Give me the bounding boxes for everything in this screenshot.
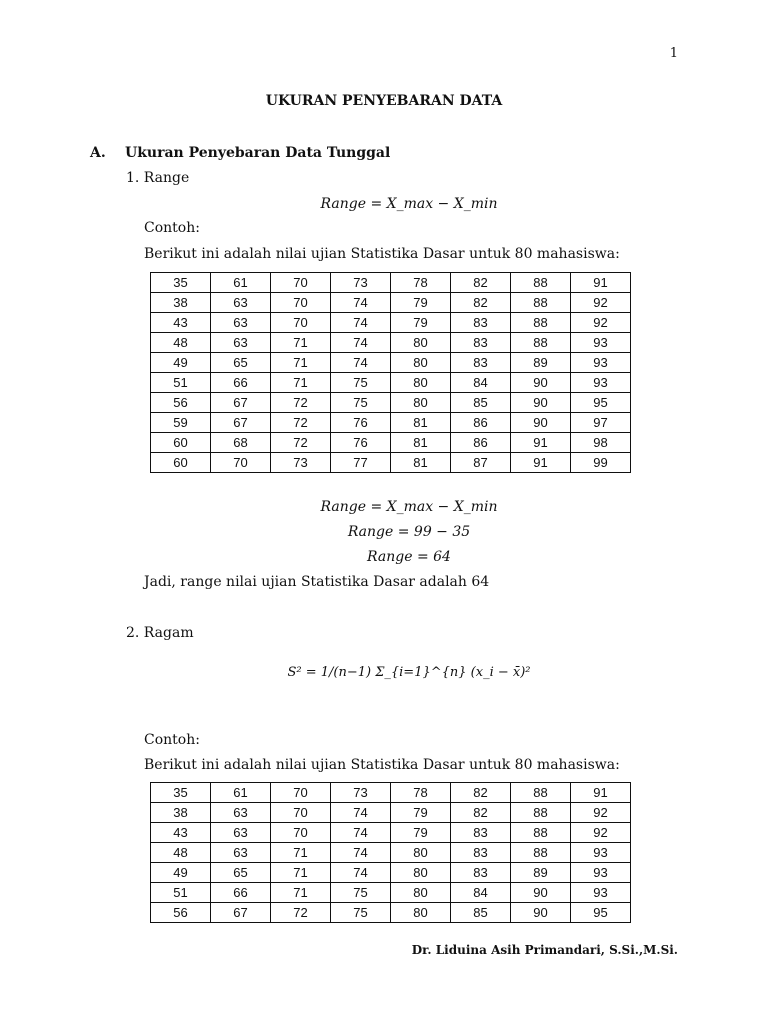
footer-author: Dr. Liduina Asih Primandari, S.Si.,M.Si. (411, 943, 678, 957)
table-cell: 93 (571, 863, 631, 883)
section-title: Ukuran Penyebaran Data Tunggal (125, 145, 391, 161)
table-cell: 63 (211, 293, 271, 313)
table-cell: 83 (451, 313, 511, 333)
table-cell: 75 (331, 373, 391, 393)
table-cell: 61 (211, 273, 271, 293)
table-cell: 78 (391, 783, 451, 803)
table-cell: 35 (151, 273, 211, 293)
table-cell: 72 (271, 903, 331, 923)
table-cell: 91 (571, 273, 631, 293)
table-row (151, 903, 631, 923)
table-cell: 63 (211, 333, 271, 353)
table-cell: 71 (271, 863, 331, 883)
table-cell: 99 (571, 453, 631, 473)
table-cell: 66 (211, 883, 271, 903)
table-cell: 48 (151, 843, 211, 863)
table-cell: 81 (391, 433, 451, 453)
table-cell: 68 (211, 433, 271, 453)
table-row (151, 803, 631, 823)
table-cell: 73 (271, 453, 331, 473)
table-cell: 70 (271, 823, 331, 843)
section-letter: A. (90, 145, 106, 161)
table-cell: 51 (151, 373, 211, 393)
table-cell: 60 (151, 453, 211, 473)
table-cell: 76 (331, 413, 391, 433)
table-cell: 74 (331, 333, 391, 353)
range-heading: 1. Range (126, 170, 190, 186)
table-cell: 90 (511, 903, 571, 923)
table-cell: 70 (271, 803, 331, 823)
table-cell: 87 (451, 453, 511, 473)
table-cell: 80 (391, 883, 451, 903)
table-cell: 71 (271, 333, 331, 353)
table-cell: 83 (451, 863, 511, 883)
table-cell: 83 (451, 843, 511, 863)
table-row (151, 393, 631, 413)
table-cell: 70 (271, 313, 331, 333)
table-cell: 88 (511, 803, 571, 823)
table-cell: 75 (331, 903, 391, 923)
table-cell: 85 (451, 903, 511, 923)
table-cell: 74 (331, 803, 391, 823)
range-calc-line3: Range = 64 (367, 549, 451, 565)
table-cell: 65 (211, 353, 271, 373)
table-cell: 63 (211, 803, 271, 823)
table-cell: 72 (271, 413, 331, 433)
table-row (151, 333, 631, 353)
table-cell: 80 (391, 333, 451, 353)
range-formula: Range = X_max − X_min (320, 196, 498, 212)
table-cell: 56 (151, 393, 211, 413)
table-cell: 92 (571, 823, 631, 843)
range-calc-line2: Range = 99 − 35 (347, 524, 471, 540)
table-cell: 38 (151, 803, 211, 823)
ragam-heading: 2. Ragam (126, 625, 194, 641)
table-row (151, 293, 631, 313)
table-row (151, 353, 631, 373)
table-cell: 67 (211, 393, 271, 413)
table-cell: 49 (151, 863, 211, 883)
table-cell: 93 (571, 333, 631, 353)
table-cell: 80 (391, 393, 451, 413)
table-cell: 77 (331, 453, 391, 473)
table-cell: 83 (451, 333, 511, 353)
table-cell: 82 (451, 783, 511, 803)
table-row (151, 453, 631, 473)
table-cell: 89 (511, 863, 571, 883)
table-cell: 43 (151, 823, 211, 843)
table-cell: 93 (571, 353, 631, 373)
table-cell: 72 (271, 393, 331, 413)
table-cell: 97 (571, 413, 631, 433)
ragam-intro: Berikut ini adalah nilai ujian Statistika Dasar untuk 80 mahasiswa: (144, 757, 620, 773)
table-cell: 73 (331, 783, 391, 803)
table-cell: 90 (511, 393, 571, 413)
table-cell: 89 (511, 353, 571, 373)
table-cell: 75 (331, 393, 391, 413)
table-cell: 67 (211, 413, 271, 433)
table-row (151, 273, 631, 293)
ragam-data-table (150, 782, 631, 923)
table-cell: 91 (511, 453, 571, 473)
table-row (151, 863, 631, 883)
table-row (151, 843, 631, 863)
table-cell: 74 (331, 863, 391, 883)
table-cell: 90 (511, 373, 571, 393)
table-cell: 88 (511, 273, 571, 293)
table-cell: 78 (391, 273, 451, 293)
table-cell: 70 (211, 453, 271, 473)
table-cell: 95 (571, 393, 631, 413)
table-cell: 71 (271, 373, 331, 393)
table-cell: 80 (391, 353, 451, 373)
table-cell: 79 (391, 803, 451, 823)
table-cell: 90 (511, 883, 571, 903)
table-cell: 67 (211, 903, 271, 923)
table-cell: 56 (151, 903, 211, 923)
table-cell: 74 (331, 353, 391, 373)
table-cell: 79 (391, 313, 451, 333)
table-cell: 79 (391, 293, 451, 313)
table-cell: 81 (391, 453, 451, 473)
table-cell: 66 (211, 373, 271, 393)
table-cell: 92 (571, 313, 631, 333)
table-cell: 92 (571, 293, 631, 313)
table-row (151, 433, 631, 453)
table-cell: 38 (151, 293, 211, 313)
table-cell: 83 (451, 353, 511, 373)
table-cell: 74 (331, 313, 391, 333)
ragam-formula: S² = 1/(n−1) Σ_{i=1}^{n} (x_i − x̄)² (287, 665, 531, 680)
table-cell: 74 (331, 823, 391, 843)
table-cell: 61 (211, 783, 271, 803)
table-cell: 65 (211, 863, 271, 883)
table-cell: 82 (451, 293, 511, 313)
table-cell: 88 (511, 843, 571, 863)
table-cell: 88 (511, 293, 571, 313)
table-row (151, 783, 631, 803)
table-cell: 70 (271, 783, 331, 803)
ragam-example-label: Contoh: (144, 732, 200, 748)
table-cell: 93 (571, 373, 631, 393)
table-cell: 79 (391, 823, 451, 843)
table-cell: 98 (571, 433, 631, 453)
table-cell: 80 (391, 373, 451, 393)
table-cell: 76 (331, 433, 391, 453)
table-cell: 63 (211, 823, 271, 843)
table-cell: 70 (271, 273, 331, 293)
table-cell: 72 (271, 433, 331, 453)
table-cell: 88 (511, 783, 571, 803)
table-cell: 71 (271, 843, 331, 863)
table-cell: 81 (391, 413, 451, 433)
range-data-table (150, 272, 631, 473)
table-cell: 70 (271, 293, 331, 313)
table-cell: 59 (151, 413, 211, 433)
table-cell: 82 (451, 273, 511, 293)
table-cell: 75 (331, 883, 391, 903)
table-cell: 60 (151, 433, 211, 453)
table-cell: 83 (451, 823, 511, 843)
page-number: 1 (669, 46, 678, 61)
table-cell: 80 (391, 843, 451, 863)
table-cell: 91 (511, 433, 571, 453)
table-row (151, 373, 631, 393)
table-cell: 88 (511, 823, 571, 843)
table-cell: 93 (571, 843, 631, 863)
range-calc-line1: Range = X_max − X_min (320, 499, 498, 515)
table-row (151, 883, 631, 903)
table-cell: 35 (151, 783, 211, 803)
range-example-label: Contoh: (144, 220, 200, 236)
table-cell: 95 (571, 903, 631, 923)
table-cell: 51 (151, 883, 211, 903)
table-cell: 86 (451, 413, 511, 433)
range-intro: Berikut ini adalah nilai ujian Statistika Dasar untuk 80 mahasiswa: (144, 246, 620, 262)
table-cell: 71 (271, 353, 331, 373)
table-cell: 84 (451, 373, 511, 393)
table-cell: 74 (331, 293, 391, 313)
table-cell: 85 (451, 393, 511, 413)
table-cell: 88 (511, 313, 571, 333)
table-row (151, 823, 631, 843)
table-cell: 93 (571, 883, 631, 903)
table-cell: 86 (451, 433, 511, 453)
table-cell: 90 (511, 413, 571, 433)
table-cell: 63 (211, 843, 271, 863)
table-cell: 48 (151, 333, 211, 353)
table-cell: 49 (151, 353, 211, 373)
table-cell: 63 (211, 313, 271, 333)
table-cell: 84 (451, 883, 511, 903)
table-cell: 74 (331, 843, 391, 863)
range-conclusion: Jadi, range nilai ujian Statistika Dasar adalah 64 (144, 574, 490, 590)
document-title: UKURAN PENYEBARAN DATA (265, 93, 503, 109)
table-cell: 73 (331, 273, 391, 293)
table-cell: 88 (511, 333, 571, 353)
table-cell: 92 (571, 803, 631, 823)
table-cell: 80 (391, 863, 451, 883)
table-row (151, 313, 631, 333)
table-cell: 71 (271, 883, 331, 903)
table-row (151, 413, 631, 433)
table-cell: 43 (151, 313, 211, 333)
table-cell: 80 (391, 903, 451, 923)
table-cell: 82 (451, 803, 511, 823)
table-cell: 91 (571, 783, 631, 803)
